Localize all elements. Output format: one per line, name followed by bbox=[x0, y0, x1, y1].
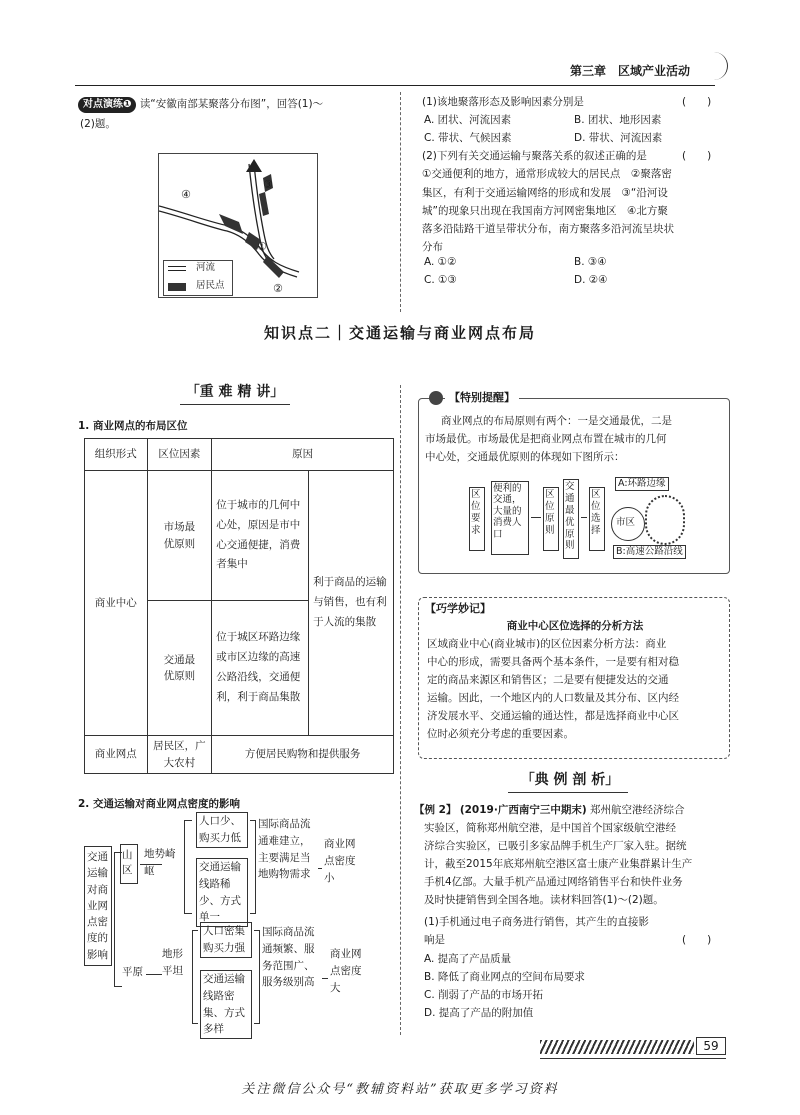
example-option-c: C. 削弱了产品的市场开拓 bbox=[424, 989, 544, 1001]
flow-m-brace bbox=[250, 820, 256, 914]
key-points-heading: 「重 难 精 讲」 bbox=[185, 384, 285, 400]
reminder-line-2: 市场最优。市场最优是把商业网点布置在城市的几何 bbox=[425, 433, 667, 445]
td-common-reason: 利于商品的运输与销售，也有利于人流的集散 bbox=[309, 471, 394, 736]
q2-option-d: D. ②④ bbox=[574, 274, 608, 286]
td-traffic-factor: 交通最优原则 bbox=[147, 601, 212, 736]
flow-p-b: 交通运输线路密集、方式多样 bbox=[200, 970, 252, 1039]
transport-flow bbox=[80, 812, 400, 1037]
page-number-stripes bbox=[540, 1040, 694, 1054]
example-line-7: 响是 bbox=[424, 934, 445, 946]
question-1-paren: ( ) bbox=[682, 96, 712, 108]
question-1-stem: (1)该地聚落形态及影响因素分别是 bbox=[422, 96, 584, 108]
td-outlet-reason: 方便居民购物和提供服务 bbox=[212, 736, 394, 774]
flow-p-c: 国际商品流通频繁、服务范围广、服务级别高 bbox=[262, 926, 315, 989]
example-line-0: 郑州航空港经济综合 bbox=[589, 804, 685, 816]
th-reason: 原因 bbox=[212, 439, 394, 471]
td-mkt-reason: 位于城市的几何中心处，原因是市中心交通便捷，消费者集中 bbox=[212, 471, 309, 601]
map-label-1: ① bbox=[257, 240, 267, 253]
flow-m-c: 国际商品流通难建立，主要满足当地购物需求 bbox=[258, 818, 311, 881]
question-2-paren: ( ) bbox=[682, 150, 712, 162]
q1-option-a: A. 团状、河流因素 bbox=[424, 114, 512, 126]
flow-plain-arrow bbox=[146, 974, 162, 975]
map-label-2: ② bbox=[273, 282, 283, 295]
td-mkt-factor: 市场最优原则 bbox=[147, 471, 212, 601]
q2-option-b: B. ③④ bbox=[574, 256, 607, 268]
q2-option-a: A. ①② bbox=[424, 256, 457, 268]
td-traffic-reason: 位于城区环路边缘或市区边缘的高速公路沿线，交通便利，利于商品集散 bbox=[212, 601, 309, 736]
diagram-city-map bbox=[609, 475, 705, 563]
example-line-2: 济综合实验区，已吸引多家品牌手机生产厂家入驻。据统 bbox=[424, 840, 687, 852]
reminder-title: 【特别提醒】 bbox=[445, 389, 519, 406]
tips-line-4: 运输。因此，一个地区内的人口数量及其分布、区内经 bbox=[427, 692, 679, 704]
reminder-diagram bbox=[469, 475, 709, 565]
flow-m-b: 交通运输线路稀少、方式单一 bbox=[196, 858, 248, 927]
flow-mountain-brace bbox=[184, 820, 192, 914]
legend-settlement-symbol bbox=[168, 283, 186, 291]
flow-mountain-terrain: 地势崎岖 bbox=[144, 848, 176, 877]
diagram-box-3: 区位原则 bbox=[543, 487, 559, 551]
footer-note: 关注微信公众号“教辅资料站”获取更多学习资料 bbox=[241, 1082, 559, 1097]
diagram-box-4: 交通最优原则 bbox=[563, 479, 579, 559]
diagram-box-1: 区位要求 bbox=[469, 487, 485, 551]
example-heading-underline bbox=[508, 792, 628, 793]
diagram-arrow-1 bbox=[531, 517, 541, 518]
example-first-line bbox=[414, 802, 684, 818]
tips-box bbox=[418, 597, 730, 759]
example-label: 【例 2】 bbox=[414, 804, 457, 816]
map-label-3: ③ bbox=[263, 178, 273, 191]
practice-prompt-2: (2)题。 bbox=[80, 118, 116, 130]
tips-line-2: 中心的形成，需要具备两个基本条件，一是要有相对稳 bbox=[427, 656, 679, 668]
diagram-box-5: 区位选择 bbox=[589, 487, 605, 551]
q1-option-b: B. 团状、地形因素 bbox=[574, 114, 662, 126]
th-org: 组织形式 bbox=[85, 439, 148, 471]
flow-p-brace bbox=[254, 930, 260, 1024]
special-reminder-box bbox=[418, 391, 730, 574]
example-line-5: 及时快捷销售到全国各地。读材料回答(1)～(2)题。 bbox=[424, 894, 664, 906]
flow-plain: 平原 bbox=[122, 966, 143, 978]
flow-m-result: 商业网点密度小 bbox=[324, 838, 356, 884]
example-option-d: D. 提高了产品的附加值 bbox=[424, 1007, 534, 1019]
column-divider-bottom bbox=[400, 385, 401, 1035]
td-outlet: 商业网点 bbox=[85, 736, 148, 774]
flow-mountain: 山区 bbox=[122, 849, 133, 876]
tips-title: 【巧学妙记】 bbox=[425, 602, 491, 615]
map-legend bbox=[163, 260, 233, 296]
example-line-3: 计，截至2015年底郑州航空港区富士康产业集群累计生产 bbox=[424, 858, 693, 870]
flow-plain-brace bbox=[192, 930, 198, 1024]
example-heading: 「典 例 剖 析」 bbox=[520, 772, 620, 788]
td-center: 商业中心 bbox=[85, 471, 148, 736]
q1-option-c: C. 带状、气候因素 bbox=[424, 132, 512, 144]
reminder-icon bbox=[429, 391, 443, 405]
example-line-6: (1)手机通过电子商务进行销售，其产生的直接影 bbox=[424, 916, 649, 928]
td-outlet-factor: 居民区，广大农村 bbox=[147, 736, 212, 774]
question-2: (2)下列有关交通运输与聚落关系的叙述正确的是 ①交通便利的地方，通常形成较大的居民点 ②聚落密 集区，有利于交通运输网络的形成和发展 ③“沿河设 城”的现象只出现在我国南方河网密集地区 ④北方聚 落多沿陆路干道呈带状分布，南方聚落多沿河流呈块状 分布 bbox=[422, 150, 674, 254]
diagram-ring-label: A:环路边缘 bbox=[615, 477, 669, 491]
example-option-a: A. 提高了产品质量 bbox=[424, 953, 512, 965]
example-option-b: B. 降低了商业网点的空间布局要求 bbox=[424, 971, 585, 983]
flow-root: 交通运输对商业网点密度的影响 bbox=[84, 846, 112, 966]
header-curve bbox=[714, 52, 728, 80]
settlement-map bbox=[158, 153, 318, 298]
example-line-4: 手机4亿部。大量手机产品通过网络销售平台和快件业务 bbox=[424, 876, 683, 888]
q2-option-c: C. ①③ bbox=[424, 274, 457, 286]
example-paren: ( ) bbox=[682, 934, 712, 946]
header-rule bbox=[75, 85, 715, 86]
example-source: (2019·广西南宁三中期末) bbox=[459, 804, 587, 816]
map-label-4: ④ bbox=[181, 188, 191, 201]
tips-subtitle: 商业中心区位选择的分析方法 bbox=[506, 620, 644, 632]
reminder-line-1: 商业网点的布局原则有两个：一是交通最优，二是 bbox=[441, 415, 672, 427]
chapter-header: 第三章 区域产业活动 bbox=[570, 64, 691, 78]
key-points-heading-underline bbox=[180, 404, 290, 405]
tips-line-6: 位时必须充分考虑的重要因素。 bbox=[427, 728, 574, 740]
flow-mountain-box bbox=[120, 844, 138, 884]
diagram-arrow-2 bbox=[581, 517, 587, 518]
diagram-ring-road bbox=[645, 495, 685, 545]
example-line-1: 实验区，简称郑州航空港，是中国首个国家级航空港经 bbox=[424, 822, 676, 834]
reminder-line-3: 中心处，交通最优原则的体现如下图所示： bbox=[425, 451, 625, 463]
q1-option-d: D. 带状、河流因素 bbox=[574, 132, 663, 144]
page-number: 59 bbox=[696, 1037, 726, 1055]
tips-line-5: 济发展水平、交通运输的通达性，都是选择商业中心区 bbox=[427, 710, 679, 722]
flow-m-arrow bbox=[318, 868, 322, 869]
legend-settlement-label: 居民点 bbox=[196, 280, 225, 291]
legend-river-symbol bbox=[168, 266, 186, 271]
legend-river-label: 河流 bbox=[196, 262, 216, 273]
diagram-city-label: 市区 bbox=[616, 517, 636, 528]
diagram-highway-label: B:高速公路沿线 bbox=[613, 545, 686, 559]
flow-p-arrow bbox=[322, 978, 328, 979]
diagram-box-2: 便利的交通，大量的消费人口 bbox=[491, 481, 529, 555]
practice-prompt: 对点演练❶ 读“安徽南部某聚落分布图”，回答(1)～ bbox=[78, 96, 323, 113]
flow-p-a: 人口密集购买力强 bbox=[200, 922, 252, 958]
commercial-layout-table bbox=[84, 438, 394, 774]
key-points-sub2: 2. 交通运输对商业网点密度的影响 bbox=[78, 798, 240, 810]
practice-tag: 对点演练❶ bbox=[78, 97, 136, 113]
section-title: 知识点二｜交通运输与商业网点布局 bbox=[263, 324, 536, 342]
th-factor: 区位因素 bbox=[147, 439, 212, 471]
page-number-rule bbox=[540, 1058, 726, 1059]
flow-p-result: 商业网点密度大 bbox=[330, 948, 362, 994]
flow-plain-terrain: 地形平坦 bbox=[162, 948, 183, 977]
column-divider-top bbox=[400, 92, 401, 312]
flow-m-a: 人口少、购买力低 bbox=[196, 812, 248, 848]
tips-line-1: 区域商业中心(商业城市)的区位因素分析方法：商业 bbox=[427, 638, 667, 650]
key-points-sub1: 1. 商业网点的布局区位 bbox=[78, 420, 188, 432]
tips-line-3: 定的商品来源区和销售区；二是要有便捷发达的交通 bbox=[427, 674, 669, 686]
